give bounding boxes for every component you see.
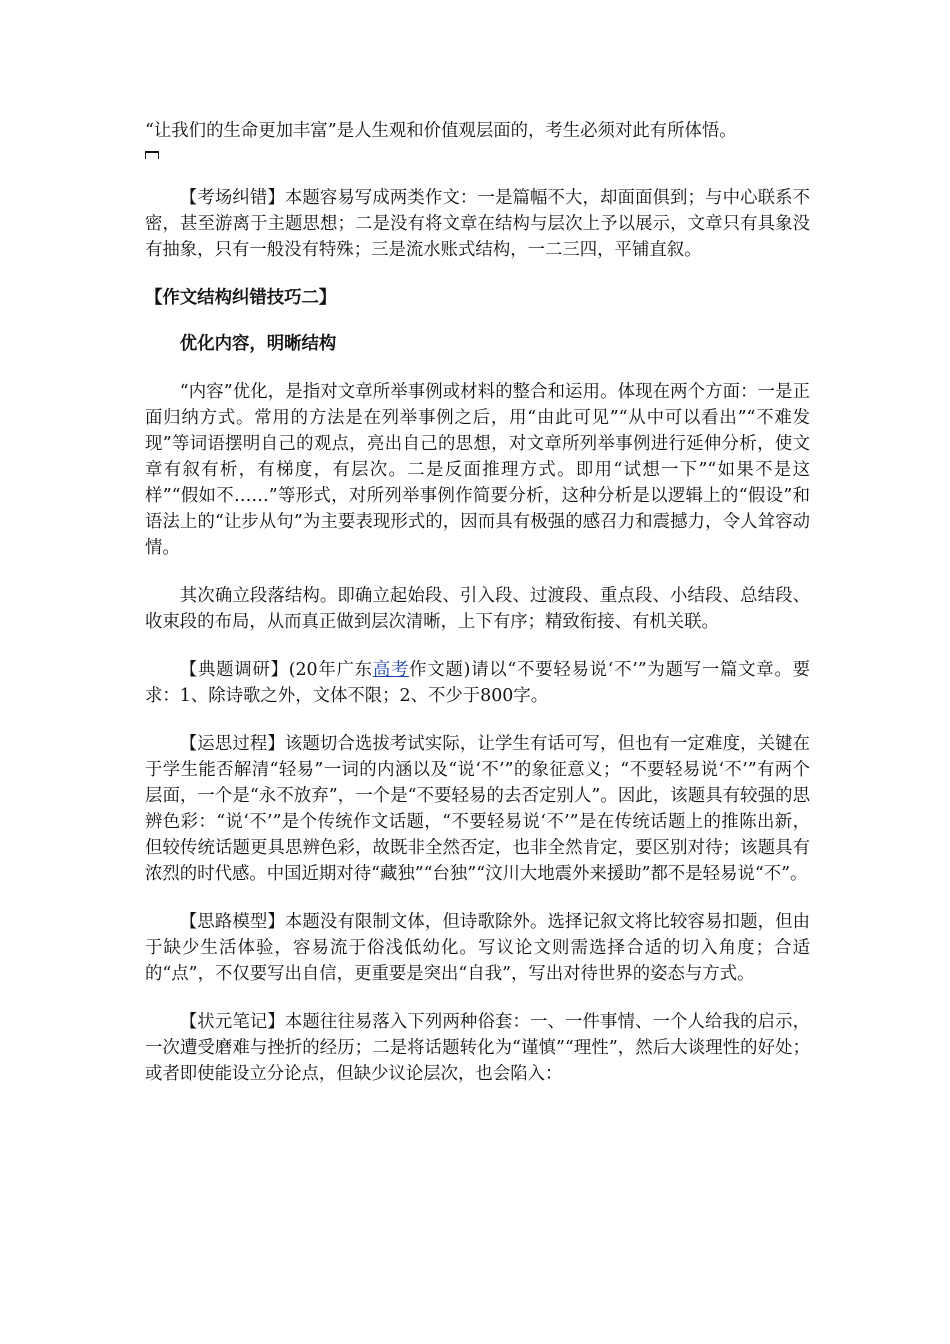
intro-paragraph: “让我们的生命更加丰富”是人生观和价值观层面的，考生必须对此有所体悟。 (145, 121, 737, 141)
section-subheading: 优化内容，明晰结构 (179, 334, 337, 354)
document-page (145, 118, 810, 1087)
diantiao-paragraph (145, 657, 810, 709)
yunsi-paragraph: 【运思过程】该题切合选拔考试实际，让学生有话可写，但也有一定难度，关键在于学生能否解清“轻易”一词的内涵以及“说‘不’”的象征意义；“不要轻易说‘不’”有两个层面，一个是“永不放弃”，一个是“不要轻易的去否定别人”。因此，该题具有较强的思辨色彩：“说‘不’”是个传统作文话题，“不要轻易说‘不’”是在传统话题上的推陈出新，但较传统话题更具思辨色彩，故既非全然否定，也非全然肯定，要区别对待；该题具有浓烈的时代感。中国近期对待“藏独”“台独”“汶川大地震外来援助”都不是轻易说“不”。 (145, 734, 810, 884)
structure-paragraph: 其次确立段落结构。即确立起始段、引入段、过渡段、重点段、小结段、总结段、收束段的布局，从而真正做到层次清晰，上下有序；精致衔接、有机关联。 (145, 586, 810, 632)
content-paragraph: “内容”优化，是指对文章所举事例或材料的整合和运用。体现在两个方面：一是正面归纳方式。常用的方法是在列举事例之后，用“由此可见”“从中可以看出”“不难发现”等词语摆明自己的观点，亮出自己的思想，对文章所列举事例进行延伸分析，使文章有叙有析，有梯度，有层次。二是反面推理方式。即用“试想一下”“如果不是这样”“假如不……”等形式，对所列举事例作简要分析，这种分析是以逻辑上的“假设”和语法上的“让步从句”为主要表现形式的，因而具有极强的感召力和震撼力，令人耸容动情。 (145, 382, 810, 558)
section-heading: 【作文结构纠错技巧二】 (145, 288, 337, 308)
diantiao-text-before: 【典题调研】(20年广东 (179, 660, 373, 680)
gaokao-link[interactable]: 高考 (372, 660, 410, 680)
silu-paragraph: 【思路模型】本题没有限制文体，但诗歌除外。选择记叙文将比较容易扣题，但由于缺少生活体验，容易流于俗浅低幼化。写议论文则需选择合适的切入角度；合适的“点”，不仅要写出自信，更重要是突出“自我”，写出对待世界的姿态与方式。 (145, 912, 810, 984)
kaochang-paragraph: 【考场纠错】本题容易写成两类作文：一是篇幅不大，却面面俱到；与中心联系不密，甚至游离于主题思想；二是没有将文章在结构与层次上予以展示，文章只有具象没有抽象，只有一般没有特殊；三是流水账式结构，一二三四，平铺直叙。 (145, 188, 810, 260)
diantiao-text-after: 作文题)请以“不要轻易说‘不’”为题写一篇文章。要求：1、除诗歌之外，文体不限；2、不少于800字。 (145, 660, 810, 706)
zhuangyuan-paragraph: 【状元笔记】本题往往易落入下列两种俗套：一、一件事情、一个人给我的启示，一次遭受磨难与挫折的经历；二是将话题转化为“谨慎”“理性”，然后大谈理性的好处；或者即使能设立分论点，但缺少议论层次，也会陷入： (145, 1012, 810, 1084)
corner-mark-icon (145, 144, 810, 163)
